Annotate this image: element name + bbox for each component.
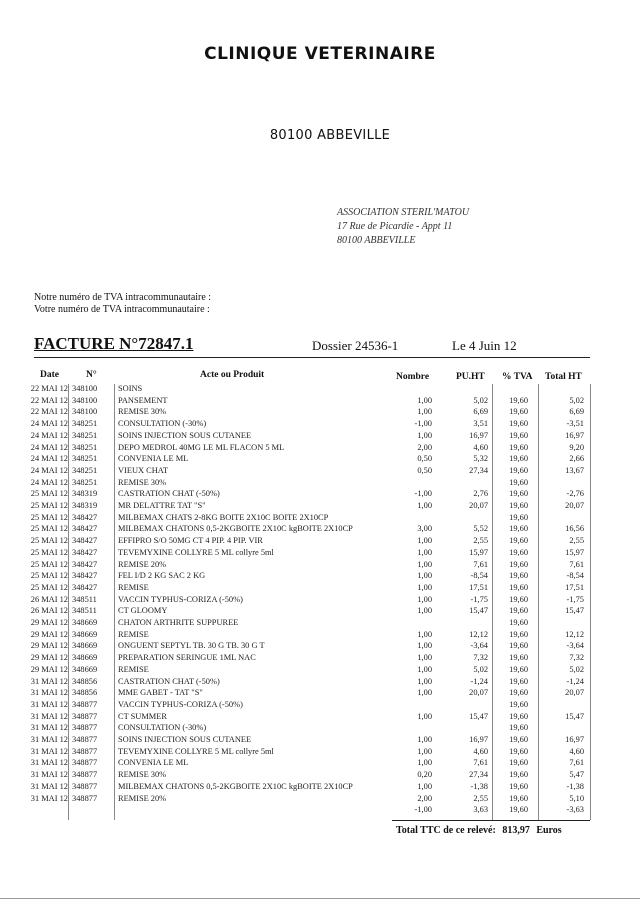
line-date: 26 MAI 12 [30,594,68,604]
line-product: CT SUMMER [118,711,167,721]
line-quantity: 1,00 [417,571,432,581]
line-total: 15,47 [565,606,584,616]
line-quantity: 1,00 [417,735,432,744]
line-vat-rate: 19,60 [509,442,528,452]
table-row [0,735,640,746]
line-product: TEVEMYXINE COLLYRE 5 ML collyre 5ml [118,547,274,557]
line-total: 13,67 [565,465,584,475]
line-date: 24 MAI 12 [30,465,68,475]
line-product: ONGUENT SEPTYL TB. 30 G TB. 30 G T [118,641,265,651]
table-row [0,384,640,395]
line-total: 7,32 [569,653,584,663]
line-date: 31 MAI 12 [30,746,68,756]
line-date: 29 MAI 12 [30,664,68,674]
line-total: -3,63 [566,805,584,815]
line-unit-price: 16,97 [469,735,488,744]
line-quantity: 1,00 [417,781,432,791]
table-row [0,618,640,629]
line-product: PANSEMENT [118,395,168,405]
line-vat-rate: 19,60 [509,430,528,440]
page-bottom-edge [0,898,640,899]
line-vat-rate: 19,60 [509,629,528,639]
line-vat-rate: 19,60 [509,676,528,686]
line-quantity: 1,00 [417,594,432,604]
line-number: 348877 [72,699,98,709]
line-product: TEVEMYXINE COLLYRE 5 ML collyre 5ml [118,746,274,756]
line-unit-price: 20,07 [469,501,488,510]
line-vat-rate: 19,60 [509,805,528,815]
line-total: 2,66 [569,454,584,464]
total-currency: Euros [536,825,562,836]
line-date: 31 MAI 12 [30,699,68,709]
line-quantity: -1,00 [414,805,432,815]
table-row [0,431,640,442]
line-date: 31 MAI 12 [30,676,68,686]
line-vat-rate: 19,60 [509,512,528,522]
table-row [0,700,640,711]
table-row [0,712,640,723]
line-unit-price: -8,54 [470,571,488,581]
line-product: CASTRATION CHAT (-50%) [118,489,220,499]
line-product: CONSULTATION (-30%) [118,419,207,429]
line-quantity: 2,00 [417,442,432,452]
line-unit-price: 7,32 [473,653,488,663]
line-number: 348427 [72,536,98,546]
line-unit-price: 15,97 [469,547,488,557]
table-row [0,407,640,418]
line-number: 348251 [72,430,98,440]
table-row [0,595,640,606]
table-row [0,677,640,688]
dossier-number: Dossier 24536-1 [312,338,399,353]
line-total: 15,47 [565,711,584,721]
line-date: 31 MAI 12 [30,781,68,791]
line-date: 31 MAI 12 [30,711,68,721]
line-product: EFFIPRO S/O 50MG CT 4 PIP. 4 PIP. VIR [118,536,263,546]
table-row [0,723,640,734]
line-date: 25 MAI 12 [30,512,68,522]
line-vat-rate: 19,60 [509,723,528,733]
table-row [0,782,640,793]
line-total: -2,76 [566,489,584,499]
line-date: 24 MAI 12 [30,430,68,440]
line-product: MILBEMAX CHATONS 0,5-2KGBOITE 2X10C kgBOITE 2X10CP [118,781,353,791]
line-total: 12,12 [565,629,584,639]
line-unit-price: 5,32 [473,454,488,464]
table-row [0,630,640,641]
line-date: 25 MAI 12 [30,559,68,569]
line-vat-rate: 19,60 [509,419,528,429]
line-number: 348669 [72,664,98,674]
line-number: 348251 [72,477,98,487]
line-date: 31 MAI 12 [30,770,68,780]
your-tva-number: Votre numéro de TVA intracommunautaire : [34,304,210,315]
line-date: 22 MAI 12 [30,407,68,417]
line-number: 348669 [72,618,98,627]
line-vat-rate: 19,60 [509,699,528,709]
line-product: MILBEMAX CHATS 2-8KG BOITE 2X10C BOITE 2X10CP [118,512,329,522]
line-unit-price: -1,24 [470,676,488,686]
line-total: -3,51 [566,419,584,429]
col-header-total-ht: Total HT [545,372,582,382]
table-row [0,454,640,465]
line-product: REMISE 20% [118,559,167,569]
line-date: 31 MAI 12 [30,758,68,768]
line-unit-price: 20,07 [469,688,488,698]
line-date: 25 MAI 12 [30,582,68,592]
line-quantity: -1,00 [414,489,432,499]
line-date: 29 MAI 12 [30,641,68,651]
line-number: 348669 [72,641,98,651]
col-header-acte: Acte ou Produit [200,370,265,380]
recipient-name: ASSOCIATION STERIL'MATOU [337,207,470,218]
line-total: -1,24 [566,676,584,686]
our-tva-number: Notre numéro de TVA intracommunautaire : [34,292,212,303]
line-date: 29 MAI 12 [30,653,68,663]
line-product: REMISE 30% [118,477,167,487]
line-vat-rate: 19,60 [509,454,528,464]
line-vat-rate: 19,60 [509,641,528,651]
total-ttc [396,825,562,836]
line-total: 16,97 [565,735,584,744]
line-quantity: 0,20 [417,770,432,780]
line-unit-price: 7,61 [473,559,488,569]
line-unit-price: 17,51 [469,582,488,592]
line-number: 348319 [72,501,98,510]
table-row [0,489,640,500]
line-total: 5,10 [569,793,584,803]
line-number: 348669 [72,653,98,663]
line-quantity: 1,00 [417,536,432,546]
line-vat-rate: 19,60 [509,688,528,698]
col-header-tva: % TVA [502,372,533,382]
line-total: 20,07 [565,688,584,698]
table-row [0,478,640,489]
line-product: CONVENIA LE ML [118,758,189,768]
line-unit-price: 2,55 [473,793,488,803]
line-total: 16,97 [565,430,584,440]
table-row [0,513,640,524]
line-number: 348877 [72,723,98,733]
invoice-number: FACTURE N°72847.1 [34,334,194,353]
line-total: 5,02 [569,395,584,405]
clinic-city: 80100 ABBEVILLE [269,128,391,143]
table-row [0,501,640,512]
line-unit-price: -3,64 [470,641,488,651]
line-quantity: 0,50 [417,465,432,475]
line-unit-price: 4,60 [473,746,488,756]
line-total: 6,69 [569,407,584,417]
line-date: 24 MAI 12 [30,419,68,429]
line-vat-rate: 19,60 [509,793,528,803]
line-vat-rate: 19,60 [509,606,528,616]
line-vat-rate: 19,60 [509,664,528,674]
line-total: 15,97 [565,547,584,557]
line-product: REMISE 20% [118,793,167,803]
line-number: 348100 [72,407,98,417]
line-quantity: 1,00 [417,664,432,674]
line-number: 348856 [72,688,98,698]
line-vat-rate: 19,60 [509,758,528,768]
line-number: 348877 [72,758,98,768]
line-date: 25 MAI 12 [30,524,68,534]
line-vat-rate: 19,60 [509,547,528,557]
line-product: CT GLOOMY [118,606,168,616]
line-quantity: 1,00 [417,501,432,510]
line-date: 29 MAI 12 [30,618,68,627]
table-row [0,606,640,617]
line-product: CASTRATION CHAT (-50%) [118,676,220,686]
line-product: CONSULTATION (-30%) [118,723,207,733]
line-date: 25 MAI 12 [30,547,68,557]
total-label: Total TTC de ce relevé: [396,825,496,836]
invoice-date: Le 4 Juin 12 [452,338,517,353]
line-unit-price: -1,75 [470,594,488,604]
line-number: 348427 [72,524,98,534]
line-number: 348427 [72,571,98,581]
table-row [0,571,640,582]
line-vat-rate: 19,60 [509,524,528,534]
col-header-pu-ht: PU.HT [456,372,485,382]
col-header-date: Date [40,370,59,380]
line-vat-rate: 19,60 [509,477,528,487]
line-number: 348427 [72,582,98,592]
table-row [0,794,640,805]
line-product: REMISE [118,582,149,592]
line-date: 24 MAI 12 [30,477,68,487]
line-quantity: 1,00 [417,430,432,440]
line-unit-price: -1,38 [470,781,488,791]
line-product: REMISE [118,629,149,639]
line-number: 348877 [72,711,98,721]
line-date: 22 MAI 12 [30,384,68,393]
recipient-city: 80100 ABBEVILLE [337,235,416,246]
col-header-nombre: Nombre [396,372,430,382]
table-row [0,653,640,664]
line-quantity: 1,00 [417,629,432,639]
line-unit-price: 27,34 [469,465,488,475]
line-vat-rate: 19,60 [509,711,528,721]
table-row [0,560,640,571]
line-number: 348877 [72,781,98,791]
line-vat-rate: 19,60 [509,735,528,744]
line-product: SOINS INJECTION SOUS CUTANEE [118,430,252,440]
table-row [0,419,640,430]
line-total: 17,51 [565,582,584,592]
line-total: 5,47 [569,770,584,780]
line-quantity: 0,50 [417,454,432,464]
line-quantity: 1,00 [417,395,432,405]
line-total: -1,38 [566,781,584,791]
table-row [0,758,640,769]
line-quantity: 1,00 [417,746,432,756]
line-number: 348100 [72,384,98,393]
col-header-num: N° [86,370,97,380]
line-date: 31 MAI 12 [30,735,68,744]
line-number: 348877 [72,770,98,780]
line-number: 348877 [72,793,98,803]
line-quantity: 1,00 [417,606,432,616]
line-total: 2,55 [569,536,584,546]
line-number: 348877 [72,746,98,756]
line-number: 348427 [72,512,98,522]
line-vat-rate: 19,60 [509,395,528,405]
line-unit-price: 7,61 [473,758,488,768]
table-row [0,665,640,676]
line-date: 29 MAI 12 [30,629,68,639]
line-vat-rate: 19,60 [509,489,528,499]
line-product: CONVENIA LE ML [118,454,189,464]
line-total: 4,60 [569,746,584,756]
line-vat-rate: 19,60 [509,536,528,546]
line-vat-rate: 19,60 [509,559,528,569]
line-product: REMISE [118,664,149,674]
line-number: 348427 [72,547,98,557]
header-divider [34,357,590,358]
table-row [0,641,640,652]
line-unit-price: 3,63 [473,805,488,815]
line-quantity: 1,00 [417,559,432,569]
line-vat-rate: 19,60 [509,594,528,604]
line-total: 7,61 [569,758,584,768]
line-unit-price: 15,47 [469,606,488,616]
line-number: 348877 [72,735,98,744]
table-row [0,688,640,699]
line-product: MME GABET - TAT "S" [118,688,203,698]
line-total: 16,56 [565,524,584,534]
table-row [0,536,640,547]
line-number: 348856 [72,676,98,686]
line-vat-rate: 19,60 [509,746,528,756]
line-vat-rate: 19,60 [509,770,528,780]
line-date: 31 MAI 12 [30,688,68,698]
line-vat-rate: 19,60 [509,653,528,663]
line-unit-price: 5,02 [473,395,488,405]
line-number: 348251 [72,442,98,452]
line-total: -8,54 [566,571,584,581]
line-product: REMISE 30% [118,407,167,417]
table-row [0,747,640,758]
line-number: 348427 [72,559,98,569]
line-product: MILBEMAX CHATONS 0,5-2KGBOITE 2X10C kgBOITE 2X10CP [118,524,353,534]
line-number: 348100 [72,395,98,405]
line-date: 24 MAI 12 [30,454,68,464]
recipient-street: 17 Rue de Picardie - Appt 11 [337,221,453,232]
line-unit-price: 5,02 [473,664,488,674]
line-product: VIEUX CHAT [118,465,169,475]
line-product: VACCIN TYPHUS-CORIZA (-50%) [118,594,243,604]
line-unit-price: 27,34 [469,770,488,780]
line-product: SOINS [118,384,143,393]
line-total: -3,64 [566,641,584,651]
line-quantity: 1,00 [417,676,432,686]
line-quantity: 1,00 [417,407,432,417]
line-unit-price: 2,55 [473,536,488,546]
line-unit-price: 5,52 [473,524,488,534]
line-number: 348511 [72,594,97,604]
line-quantity: 3,00 [417,524,432,534]
line-product: PREPARATION SERINGUE 1ML NAC [118,653,256,663]
line-date: 25 MAI 12 [30,501,68,510]
line-vat-rate: 19,60 [509,501,528,510]
table-row [0,524,640,535]
line-unit-price: 15,47 [469,711,488,721]
line-date: 25 MAI 12 [30,536,68,546]
line-unit-price: 16,97 [469,430,488,440]
line-product: VACCIN TYPHUS-CORIZA (-50%) [118,699,243,709]
table-row [0,548,640,559]
line-date: 25 MAI 12 [30,571,68,581]
line-number: 348319 [72,489,98,499]
line-date: 26 MAI 12 [30,606,68,616]
line-total: 7,61 [569,559,584,569]
table-row [0,770,640,781]
line-vat-rate: 19,60 [509,781,528,791]
line-unit-price: 12,12 [469,629,488,639]
line-number: 348511 [72,606,97,616]
line-unit-price: 4,60 [473,442,488,452]
line-total: 5,02 [569,664,584,674]
line-total: -1,75 [566,594,584,604]
line-product: MR DELATTRE TAT "S" [118,501,206,510]
line-number: 348669 [72,629,98,639]
line-vat-rate: 19,60 [509,582,528,592]
line-date: 24 MAI 12 [30,442,68,452]
line-number: 348251 [72,419,98,429]
line-quantity: 1,00 [417,653,432,663]
table-row [0,583,640,594]
line-vat-rate: 19,60 [509,618,528,627]
line-date: 31 MAI 12 [30,723,68,733]
table-row [0,466,640,477]
clinic-name: CLINIQUE VETERINAIRE [204,44,436,64]
table-row [0,396,640,407]
line-quantity: 2,00 [417,793,432,803]
line-vat-rate: 19,60 [509,571,528,581]
line-total: 9,20 [569,442,584,452]
line-vat-rate: 19,60 [509,465,528,475]
line-product: FEL I/D 2 KG SAC 2 KG [118,571,206,581]
line-quantity: 1,00 [417,641,432,651]
line-date: 31 MAI 12 [30,793,68,803]
line-quantity: -1,00 [414,419,432,429]
line-unit-price: 6,69 [473,407,488,417]
line-quantity: 1,00 [417,758,432,768]
line-product: REMISE 30% [118,770,167,780]
line-unit-price: 3,51 [473,419,488,429]
line-date: 22 MAI 12 [30,395,68,405]
total-amount: 813,97 [502,825,530,836]
line-unit-price: 2,76 [473,489,488,499]
line-product: SOINS INJECTION SOUS CUTANEE [118,735,252,744]
line-total: 20,07 [565,501,584,510]
total-divider [392,820,590,821]
line-date: 25 MAI 12 [30,489,68,499]
line-vat-rate: 19,60 [509,407,528,417]
table-row [0,805,640,816]
line-product: DEPO MEDROL 40MG LE ML FLACON 5 ML [118,442,285,452]
line-quantity: 1,00 [417,711,432,721]
line-number: 348251 [72,465,98,475]
line-quantity: 1,00 [417,582,432,592]
table-row [0,443,640,454]
line-product: CHATON ARTHRITE SUPPUREE [118,618,239,627]
line-quantity: 1,00 [417,688,432,698]
line-quantity: 1,00 [417,547,432,557]
line-number: 348251 [72,454,98,464]
